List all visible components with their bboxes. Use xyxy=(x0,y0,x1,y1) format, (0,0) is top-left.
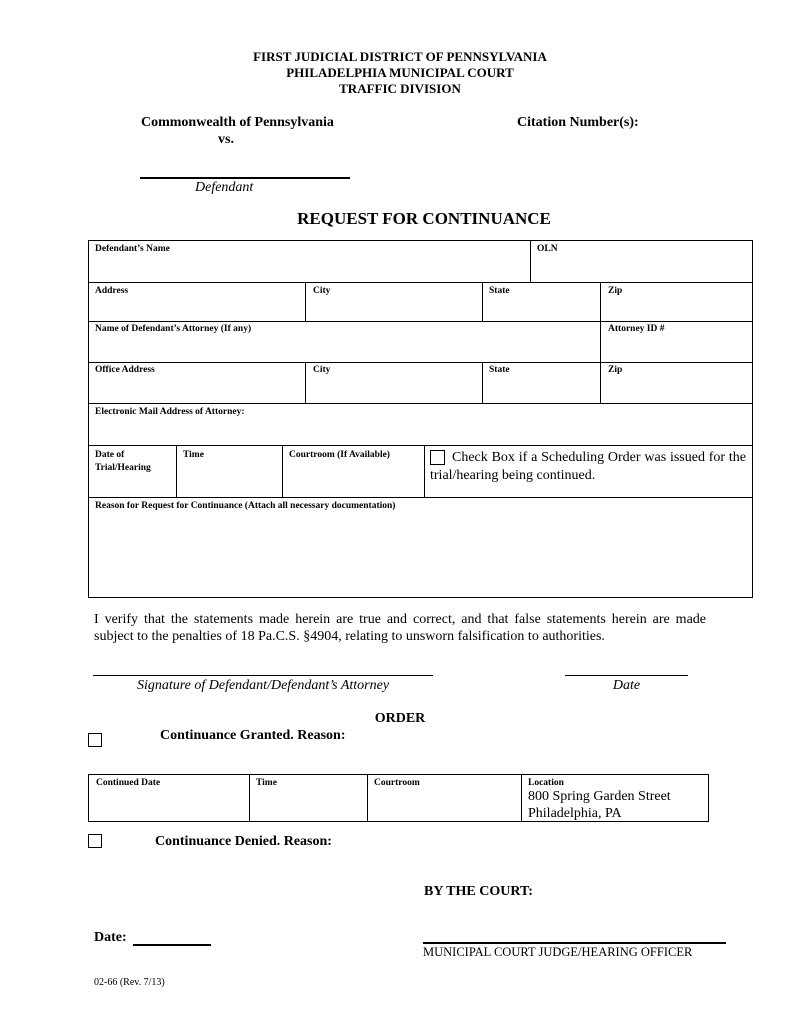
location-city: Philadelphia, PA xyxy=(528,806,622,821)
oln-label: OLN xyxy=(537,244,558,254)
office-zip-label: Zip xyxy=(608,365,623,375)
attorney-email-label: Electronic Mail Address of Attorney: xyxy=(95,407,245,417)
signature-label: Signature of Defendant/Defendant’s Attorney xyxy=(136,678,390,693)
office-address-label: Office Address xyxy=(95,365,155,375)
date-of-label: Date of xyxy=(95,450,125,460)
citation-number-label: Citation Number(s): xyxy=(517,115,639,130)
scheduling-order-text: Check Box if a Scheduling Order was issued for the trial/hearing being continued. xyxy=(430,450,746,483)
by-the-court-label: BY THE COURT: xyxy=(424,884,533,899)
order-date-line[interactable] xyxy=(133,944,211,946)
city-field[interactable] xyxy=(305,282,482,321)
continued-date-label: Continued Date xyxy=(96,778,161,788)
zip-field[interactable] xyxy=(600,282,753,321)
defendant-name-field[interactable] xyxy=(88,240,530,282)
defendant-name-label: Defendant’s Name xyxy=(95,244,170,254)
attorney-id-label: Attorney ID # xyxy=(608,324,665,334)
court-district: FIRST JUDICIAL DISTRICT OF PENNSYLVANIA xyxy=(253,49,547,64)
continuance-denied-label: Continuance Denied. Reason: xyxy=(155,834,332,849)
trial-date-field[interactable] xyxy=(88,445,176,497)
scheduling-order-cell xyxy=(424,445,753,497)
continued-time-field[interactable] xyxy=(249,774,367,822)
address-field[interactable] xyxy=(88,282,305,321)
office-state-field[interactable] xyxy=(482,362,600,403)
continuance-granted-checkbox[interactable] xyxy=(88,733,102,747)
zip-label: Zip xyxy=(608,286,623,296)
judge-title-label: MUNICIPAL COURT JUDGE/HEARING OFFICER xyxy=(423,945,693,959)
state-label: State xyxy=(489,286,510,296)
vs-label: vs. xyxy=(218,132,234,147)
signature-date-line[interactable] xyxy=(565,675,688,676)
time-label: Time xyxy=(183,450,204,460)
continued-courtroom-field[interactable] xyxy=(367,774,521,822)
defendant-name-line[interactable] xyxy=(140,177,350,179)
address-label: Address xyxy=(95,286,129,296)
courtroom-field[interactable] xyxy=(282,445,424,497)
order-date-label: Date: xyxy=(94,930,127,945)
attorney-email-field[interactable] xyxy=(88,403,753,445)
continued-courtroom-label: Courtroom xyxy=(374,778,420,788)
city-label: City xyxy=(313,286,331,296)
continuance-denied-checkbox[interactable] xyxy=(88,834,102,848)
form-number: 02-66 (Rev. 7/13) xyxy=(94,977,165,988)
court-name: PHILADELPHIA MUNICIPAL COURT xyxy=(286,65,514,80)
verification-statement: I verify that the statements made herein are true and correct, and that false statements herein are made subject to the penalties of 18 Pa.C.S. §4904, relating to unsworn falsification to authorities. xyxy=(94,612,706,644)
office-state-label: State xyxy=(489,365,510,375)
office-city-label: City xyxy=(313,365,331,375)
state-field[interactable] xyxy=(482,282,600,321)
continued-date-field[interactable] xyxy=(88,774,249,822)
court-division: TRAFFIC DIVISION xyxy=(339,81,461,96)
office-zip-field[interactable] xyxy=(600,362,753,403)
location-street: 800 Spring Garden Street xyxy=(528,789,671,804)
attorney-name-label: Name of Defendant’s Attorney (If any) xyxy=(95,324,252,334)
continuance-reason-label: Reason for Request for Continuance (Attach all necessary documentation) xyxy=(95,501,396,511)
location-cell xyxy=(521,774,709,822)
courtroom-label: Courtroom (If Available) xyxy=(289,450,390,460)
oln-field[interactable] xyxy=(530,240,753,282)
trial-time-field[interactable] xyxy=(176,445,282,497)
request-form-table xyxy=(88,240,753,598)
continuance-reason-field[interactable] xyxy=(88,497,753,598)
form-title: REQUEST FOR CONTINUANCE xyxy=(297,209,551,228)
office-address-field[interactable] xyxy=(88,362,305,403)
defendant-caption-label: Defendant xyxy=(195,180,254,195)
continued-time-label: Time xyxy=(256,778,277,788)
signature-date-label: Date xyxy=(612,678,641,693)
trial-hearing-label: Trial/Hearing xyxy=(95,463,151,473)
continuance-granted-label: Continuance Granted. Reason: xyxy=(160,728,346,743)
office-city-field[interactable] xyxy=(305,362,482,403)
signature-line[interactable] xyxy=(93,675,433,676)
attorney-id-field[interactable] xyxy=(600,321,753,362)
location-label: Location xyxy=(528,778,564,788)
order-title: ORDER xyxy=(374,711,426,726)
plaintiff-label: Commonwealth of Pennsylvania xyxy=(141,115,334,130)
attorney-name-field[interactable] xyxy=(88,321,600,362)
continued-hearing-table xyxy=(88,774,709,822)
judge-signature-line[interactable] xyxy=(423,942,726,944)
